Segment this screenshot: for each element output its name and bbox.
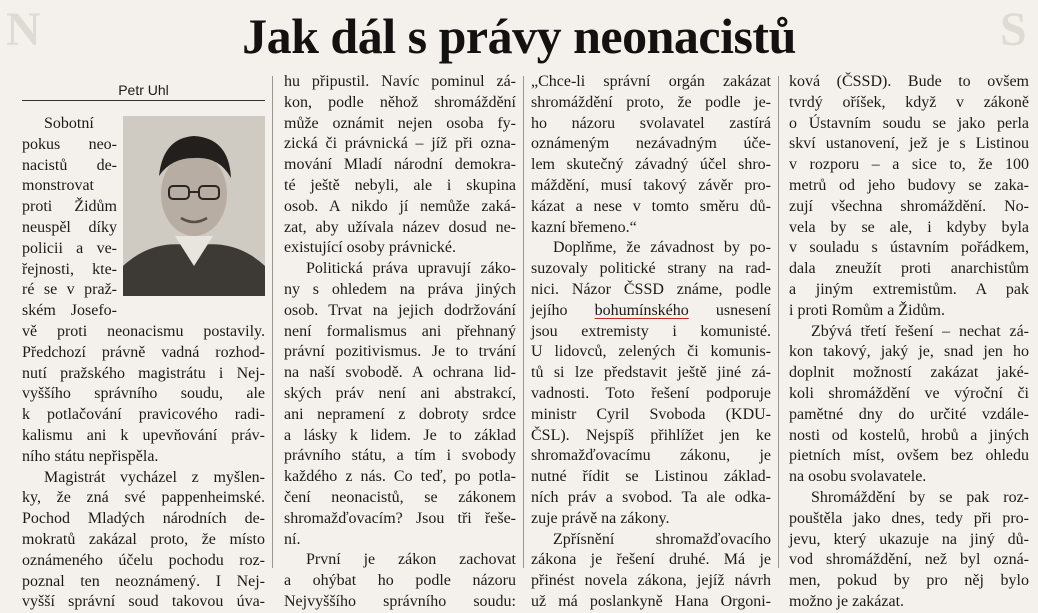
text-line: pouštěla jako dnes, tedy při pro-	[789, 509, 1029, 527]
text-line: shromáždění proto, že podle je-	[531, 93, 771, 111]
column-divider-2	[523, 76, 524, 568]
text-line: nosti od kostelů, hrobů a jiných	[789, 426, 1029, 444]
column-3	[531, 72, 771, 613]
text-line: ho názoru svolavatel zastírá	[531, 114, 771, 132]
article-headline: Jak dál s právy neonacistů	[242, 8, 796, 64]
text-line: té ještě nebyli, ale i skupina	[284, 176, 516, 194]
text-line: doplnit možností zakázat jaké-	[789, 364, 1029, 382]
text-line: zat, aby užívala název dosud ne-	[284, 218, 516, 236]
text-line: tvrdý oříšek, když v zákoně	[789, 93, 1029, 111]
text-line: Zpřísnění shromažďovacího	[553, 530, 771, 548]
text-line: neuspěl díky	[22, 218, 117, 236]
author-byline: Petr Uhl	[22, 80, 265, 101]
text-line: existující osoby právnické.	[284, 239, 456, 257]
text-line: ních práv a svobod. Ta ale odka-	[531, 488, 771, 506]
text-line: Doplňme, že závadnost by po-	[553, 239, 771, 257]
text-line: „Chce-li správní orgán zakázat	[531, 73, 771, 90]
text-line: ském Josefo-	[22, 302, 117, 320]
text-line: Magistrát vycházel z myšlen-	[44, 468, 265, 486]
text-line: shromažďovacím? Jsou tři řeše-	[284, 509, 516, 527]
text-line: Sobotní	[44, 115, 94, 132]
text-line: nacistů de-	[22, 156, 117, 174]
text-line: zákona je řešení druhé. Má je	[531, 551, 771, 569]
text-line: nutí pražského magistrátu i Nej-	[22, 364, 265, 382]
text-line: zická či právnická – jíž při ozna-	[284, 135, 516, 153]
text-line: poznal ten neoznámený. I Nej-	[22, 572, 265, 590]
text-line: oznámeným nezávadným úče-	[531, 135, 771, 153]
text-line: čení neonacistů, se zákonem	[284, 488, 516, 506]
text-line: ré se v praž-	[22, 281, 117, 299]
text-line: v souladu s ústavním pořádkem,	[789, 239, 1029, 257]
text-line: pietních míst, ovšem bez ohledu	[789, 447, 1029, 465]
text-line: tů si lze představit ještě jiné zá-	[531, 364, 771, 382]
text-line: oznámeného účelu pochodu roz-	[22, 551, 265, 569]
text-line: vyššího správního soudu, ale	[22, 385, 265, 403]
text-line: Pochod Mladých národních de-	[22, 510, 265, 528]
text-line: a jiným extremistům. A pak	[789, 280, 1029, 298]
text-line: vě proti neonacismu postavily.	[22, 323, 265, 340]
text-line: men, pokud by pro něj bylo	[789, 572, 1029, 590]
text-line: První je zákon zachovat	[306, 551, 516, 569]
text-line: mování Mladí národní demokra-	[284, 156, 516, 174]
text-line: ky, že zná své pappenheimské.	[22, 489, 265, 507]
column-divider-3	[778, 76, 779, 568]
text-line: kon, podle něhož shromáždění	[284, 93, 516, 111]
text-line: nici. Názor ČSSD známe, podle	[531, 280, 771, 298]
text-line: lem skutečný závadný účel shro-	[531, 156, 771, 174]
text-line: máždění, musí takový závěr pro-	[531, 176, 771, 194]
text-line: U lidovců, zelených či komunis-	[531, 343, 771, 361]
text-line: nutné řídit se Listinou základ-	[531, 468, 771, 486]
text-line: o Ústavním soudu se jako perla	[789, 114, 1029, 132]
text-line: dala zneužít proti anarchistům	[789, 260, 1029, 278]
text-line: pamětné dny do určité vzdále-	[789, 405, 1029, 423]
text-line: mokratů zakázal proto, že místo	[22, 530, 265, 548]
author-photo	[123, 116, 265, 296]
text-line: metrů od jeho budovy se zaka-	[789, 176, 1029, 194]
text-line: právního státu, a tím i svobody	[284, 447, 516, 465]
text-line: v rozporu – a sice to, že 100	[789, 156, 1029, 174]
text-line: jevu, který ukazuje na jiný dů-	[789, 530, 1029, 548]
text-line: není formalismus ani přehnaný	[284, 322, 516, 340]
text-line: může oznámit nejen osoba fy-	[284, 114, 516, 132]
text-line: kazní břemeno.“	[531, 218, 637, 236]
text-line: kon takový, jaký je, snad jen ho	[789, 343, 1029, 361]
column-1-full	[22, 322, 265, 613]
text-line: ního státu nepřispěla.	[22, 447, 159, 465]
text-line: vela by se ale, i kdyby byla	[789, 218, 1029, 236]
text-line: zují všechna shromáždění. No-	[789, 197, 1029, 215]
text-line: vod shromáždění, než byl ozná-	[789, 551, 1029, 569]
text-line: přinést novela zákona, jejíž návrh	[531, 572, 771, 590]
text-line: každého z nás. Co teď, po potla-	[284, 468, 516, 486]
text-line: monstrovat	[22, 177, 94, 195]
ghost-left: N	[6, 3, 41, 56]
text-line: ČSL). Nejspíš přihlížet jen ke	[531, 426, 771, 444]
text-line: Shromáždění by se pak roz-	[811, 488, 1029, 506]
text-line: ková (ČSSD). Bude to ovšem	[789, 73, 1029, 90]
text-line: Zbývá třetí řešení – nechat zá-	[811, 322, 1029, 340]
text-line: Nejvyššího správního soudu:	[284, 592, 516, 610]
text-line: ských práv není ani abstrakcí,	[284, 384, 516, 402]
text-line: osob. A nikdo jí nemůže zaká-	[284, 197, 516, 215]
text-line: vyšší správní soud takovou úva-	[22, 593, 265, 611]
text-line: jejího bohumínského usnesení	[531, 301, 771, 319]
text-line: už má poslankyně Hana Orgoni-	[531, 592, 771, 610]
text-line: policii a ve-	[22, 239, 117, 257]
text-line: možno je zakázat.	[789, 592, 905, 610]
text-line: jsou extremisty i komunisté.	[531, 322, 771, 340]
text-line: Předchozí právně vadná rozhod-	[22, 343, 265, 361]
column-2	[284, 72, 516, 613]
text-line: zuje právě na zákony.	[531, 509, 670, 527]
text-line: proti Židům	[22, 198, 117, 216]
text-line: i proti Romům a Židům.	[789, 301, 945, 319]
text-line: suzovaly politické strany na rad-	[531, 260, 771, 278]
ghost-right: S	[1000, 3, 1027, 56]
text-line: ani nepramení z dobroty srdce	[284, 405, 516, 423]
column-divider-1	[272, 76, 273, 568]
text-line: kázat a nese v tomto směru dů-	[531, 197, 771, 215]
column-4	[789, 72, 1029, 613]
text-line: k potlačování pravicového radi-	[22, 406, 265, 424]
text-line: ní.	[284, 530, 301, 548]
text-line: shromažďovacímu zákonu, je	[531, 447, 771, 465]
text-line: kalismu ani k upevňování práv-	[22, 426, 265, 444]
text-line: osob. Trvat na jejich dodržování	[284, 301, 516, 319]
column-1-wrap	[22, 114, 117, 322]
text-line: na naší svobodě. A ochrana lid-	[284, 364, 516, 382]
underlined-word: bohumínského	[594, 301, 689, 319]
text-line: právní pozitivismus. Je to trvání	[284, 343, 516, 361]
text-line: a ohýbat ho podle názoru	[284, 572, 516, 590]
text-line: hu připustil. Navíc pominul zá-	[284, 73, 516, 90]
text-line: a lásky k lidem. Je to základ	[284, 426, 516, 444]
text-line: pokus neo-	[22, 135, 117, 153]
text-line: koli shromáždění ve výroční či	[789, 384, 1029, 402]
portrait-image	[123, 116, 265, 296]
text-line: ministr Cyril Svoboda (KDU-	[531, 405, 771, 423]
text-line: na osobu svolavatele.	[789, 468, 927, 486]
text-line: Politická práva upravují záko-	[306, 260, 516, 278]
text-line: ny s ohledem na práva jiných	[284, 280, 516, 298]
text-line: řejnosti, kte-	[22, 260, 117, 278]
text-line: vadnosti. Toto řešení podporuje	[531, 384, 771, 402]
text-line: skví ustanovení, jež je s Listinou	[789, 135, 1029, 153]
